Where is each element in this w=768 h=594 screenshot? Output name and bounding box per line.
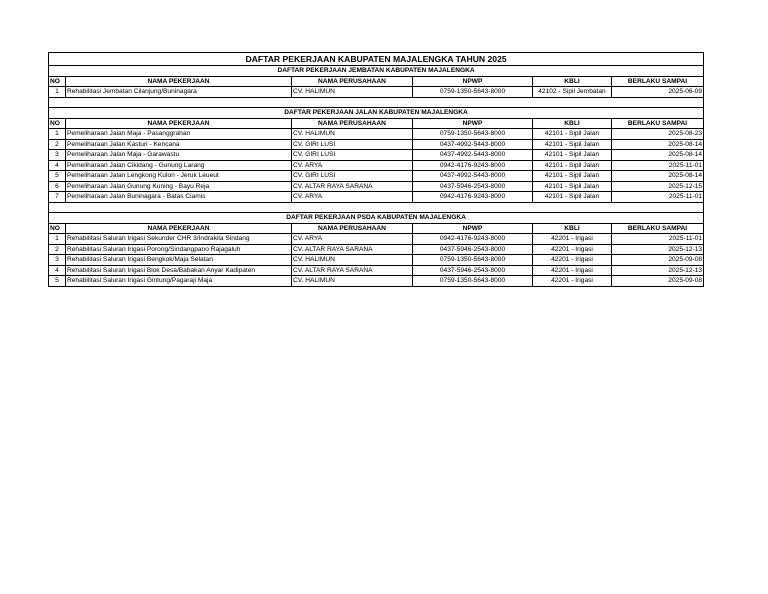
header-berlaku-sampai: BERLAKU SAMPAI	[612, 223, 704, 234]
section-title: DAFTAR PEKERJAAN PSDA KABUPATEN MAJALENGKA	[49, 213, 704, 224]
cell-kbli: 42201 - Irigasi	[533, 276, 612, 287]
cell-berlaku-sampai: 2025-06-09	[612, 87, 704, 98]
table-row	[49, 255, 704, 266]
cell-berlaku-sampai: 2025-08-23	[612, 129, 704, 140]
page-title: DAFTAR PEKERJAAN KABUPATEN MAJALENGKA TAHUN 2025	[49, 53, 704, 66]
header-npwp: NPWP	[413, 76, 533, 87]
cell-nama-perusahaan: CV. HALIMUN	[292, 276, 413, 287]
cell-no: 6	[49, 181, 66, 192]
cell-nama-perusahaan: CV. HALIMUN	[292, 87, 413, 98]
cell-no: 2	[49, 244, 66, 255]
section-gap	[49, 97, 704, 108]
table-row	[49, 192, 704, 203]
cell-kbli: 42101 - Sipil Jalan	[533, 160, 612, 171]
cell-npwp: 0942-4176-9243-8000	[413, 234, 533, 245]
section-gap	[49, 202, 704, 213]
table-row	[49, 276, 704, 287]
cell-no: 4	[49, 265, 66, 276]
cell-npwp: 0942-4176-9243-8000	[413, 160, 533, 171]
cell-berlaku-sampai: 2025-11-01	[612, 160, 704, 171]
header-nama-pekerjaan: NAMA PEKERJAAN	[66, 223, 292, 234]
cell-berlaku-sampai: 2025-11-01	[612, 234, 704, 245]
cell-kbli: 42101 - Sipil Jalan	[533, 181, 612, 192]
cell-nama-pekerjaan: Pemeliharaan Jalan Kasturi - Kencana	[66, 139, 292, 150]
cell-npwp: 0437-5946-2543-8000	[413, 244, 533, 255]
cell-nama-perusahaan: CV. GIRI LUSI	[292, 150, 413, 161]
header-npwp: NPWP	[413, 118, 533, 129]
cell-npwp: 0437-4992-5443-8000	[413, 150, 533, 161]
work-list-table	[48, 52, 704, 287]
table-row	[49, 171, 704, 182]
cell-no: 1	[49, 129, 66, 140]
cell-berlaku-sampai: 2025-12-13	[612, 244, 704, 255]
gap-cell	[49, 202, 704, 213]
cell-nama-perusahaan: CV. ARYA	[292, 192, 413, 203]
cell-no: 1	[49, 87, 66, 98]
cell-no: 2	[49, 139, 66, 150]
cell-nama-pekerjaan: Rehabilitasi Jembatan Cilanjung/Buninagara	[66, 87, 292, 98]
cell-kbli: 42101 - Sipil Jalan	[533, 192, 612, 203]
cell-berlaku-sampai: 2025-09-08	[612, 276, 704, 287]
section-title-row	[49, 66, 704, 77]
header-nama-perusahaan: NAMA PERUSAHAAN	[292, 223, 413, 234]
cell-nama-pekerjaan: Rehabilitasi Saluran Irigasi Gintung/Pagaraji Maja	[66, 276, 292, 287]
cell-berlaku-sampai: 2025-08-14	[612, 150, 704, 161]
cell-berlaku-sampai: 2025-08-14	[612, 139, 704, 150]
cell-npwp: 0437-5946-2543-8000	[413, 265, 533, 276]
table-row	[49, 265, 704, 276]
cell-nama-perusahaan: CV. HALIMUN	[292, 129, 413, 140]
cell-berlaku-sampai: 2025-12-15	[612, 181, 704, 192]
table-row	[49, 234, 704, 245]
table-row	[49, 139, 704, 150]
cell-berlaku-sampai: 2025-11-01	[612, 192, 704, 203]
cell-npwp: 0759-1350-5643-8000	[413, 129, 533, 140]
cell-nama-pekerjaan: Pemeliharaan Jalan Maja - Pasanggrahan	[66, 129, 292, 140]
cell-berlaku-sampai: 2025-08-14	[612, 171, 704, 182]
cell-no: 7	[49, 192, 66, 203]
cell-kbli: 42201 - Irigasi	[533, 265, 612, 276]
cell-npwp: 0437-4992-5443-8000	[413, 139, 533, 150]
cell-kbli: 42101 - Sipil Jalan	[533, 139, 612, 150]
cell-npwp: 0437-5946-2543-8000	[413, 181, 533, 192]
cell-nama-pekerjaan: Pemeliharaan Jalan Cikidang - Gunung Larang	[66, 160, 292, 171]
table-row	[49, 160, 704, 171]
spreadsheet-sheet	[48, 52, 703, 287]
cell-npwp: 0437-4992-5443-8000	[413, 171, 533, 182]
header-row	[49, 118, 704, 129]
table-row	[49, 129, 704, 140]
header-nama-perusahaan: NAMA PERUSAHAAN	[292, 76, 413, 87]
cell-no: 5	[49, 276, 66, 287]
cell-nama-perusahaan: CV. GIRI LUSI	[292, 171, 413, 182]
cell-berlaku-sampai: 2025-09-08	[612, 255, 704, 266]
section-title: DAFTAR PEKERJAAN JALAN KABUPATEN MAJALENGKA	[49, 108, 704, 119]
header-kbli: KBLI	[533, 76, 612, 87]
section-title-row	[49, 213, 704, 224]
header-nama-pekerjaan: NAMA PEKERJAAN	[66, 118, 292, 129]
header-row	[49, 223, 704, 234]
cell-kbli: 42101 - Sipil Jalan	[533, 150, 612, 161]
header-npwp: NPWP	[413, 223, 533, 234]
header-kbli: KBLI	[533, 223, 612, 234]
cell-nama-pekerjaan: Pemeliharaan Jalan Maja - Garawastu	[66, 150, 292, 161]
cell-npwp: 0759-1350-5643-8000	[413, 255, 533, 266]
cell-nama-perusahaan: CV. ALTAR RAYA SARANA	[292, 181, 413, 192]
cell-kbli: 42201 - Irigasi	[533, 255, 612, 266]
table-row	[49, 87, 704, 98]
cell-npwp: 0942-4176-9243-8000	[413, 192, 533, 203]
cell-nama-pekerjaan: Pemeliharaan Jalan Lengkong Kulon - Jeruk Leueut	[66, 171, 292, 182]
cell-nama-perusahaan: CV. ALTAR RAYA SARANA	[292, 265, 413, 276]
cell-npwp: 0759-1350-5643-8000	[413, 87, 533, 98]
cell-no: 3	[49, 150, 66, 161]
cell-no: 5	[49, 171, 66, 182]
cell-kbli: 42201 - Irigasi	[533, 244, 612, 255]
table-row	[49, 150, 704, 161]
section-title: DAFTAR PEKERJAAN JEMBATAN KABUPATEN MAJALENGKA	[49, 66, 704, 77]
cell-kbli: 42201 - Irigasi	[533, 234, 612, 245]
cell-no: 1	[49, 234, 66, 245]
table-row	[49, 181, 704, 192]
cell-nama-pekerjaan: Rehabilitasi Saluran Irigasi Sekunder CHR 3/Indrakila Sindang	[66, 234, 292, 245]
header-row	[49, 76, 704, 87]
cell-nama-perusahaan: CV. ALTAR RAYA SARANA	[292, 244, 413, 255]
gap-cell	[49, 97, 704, 108]
header-nama-pekerjaan: NAMA PEKERJAAN	[66, 76, 292, 87]
header-berlaku-sampai: BERLAKU SAMPAI	[612, 76, 704, 87]
cell-berlaku-sampai: 2025-12-13	[612, 265, 704, 276]
cell-kbli: 42101 - Sipil Jalan	[533, 171, 612, 182]
cell-nama-pekerjaan: Rehabilitasi Saluran Irigasi Porong/Sindangpano Rajagaluh	[66, 244, 292, 255]
header-no: NO	[49, 76, 66, 87]
cell-nama-pekerjaan: Rehabilitasi Saluran Irigasi Blok Desa/Babakan Anyar Kadipaten	[66, 265, 292, 276]
cell-nama-pekerjaan: Rehabilitasi Saluran Irigasi Bengkok/Maja Selatan	[66, 255, 292, 266]
cell-nama-perusahaan: CV. ARYA	[292, 234, 413, 245]
cell-nama-pekerjaan: Pemeliharaan Jalan Buninagara - Batas Ciamis	[66, 192, 292, 203]
cell-no: 3	[49, 255, 66, 266]
table-row	[49, 244, 704, 255]
header-nama-perusahaan: NAMA PERUSAHAAN	[292, 118, 413, 129]
header-no: NO	[49, 223, 66, 234]
header-kbli: KBLI	[533, 118, 612, 129]
cell-nama-perusahaan: CV. ARYA	[292, 160, 413, 171]
cell-kbli: 42101 - Sipil Jalan	[533, 129, 612, 140]
section-title-row	[49, 108, 704, 119]
cell-kbli: 42102 - Sipil Jembatan	[533, 87, 612, 98]
header-no: NO	[49, 118, 66, 129]
cell-nama-perusahaan: CV. GIRI LUSI	[292, 139, 413, 150]
table-body	[49, 53, 704, 287]
header-berlaku-sampai: BERLAKU SAMPAI	[612, 118, 704, 129]
cell-nama-pekerjaan: Pemeliharaan Jalan Gunung Kuning - Bayu Reja	[66, 181, 292, 192]
cell-nama-perusahaan: CV. HALIMUN	[292, 255, 413, 266]
cell-npwp: 0759-1350-5643-8000	[413, 276, 533, 287]
cell-no: 4	[49, 160, 66, 171]
